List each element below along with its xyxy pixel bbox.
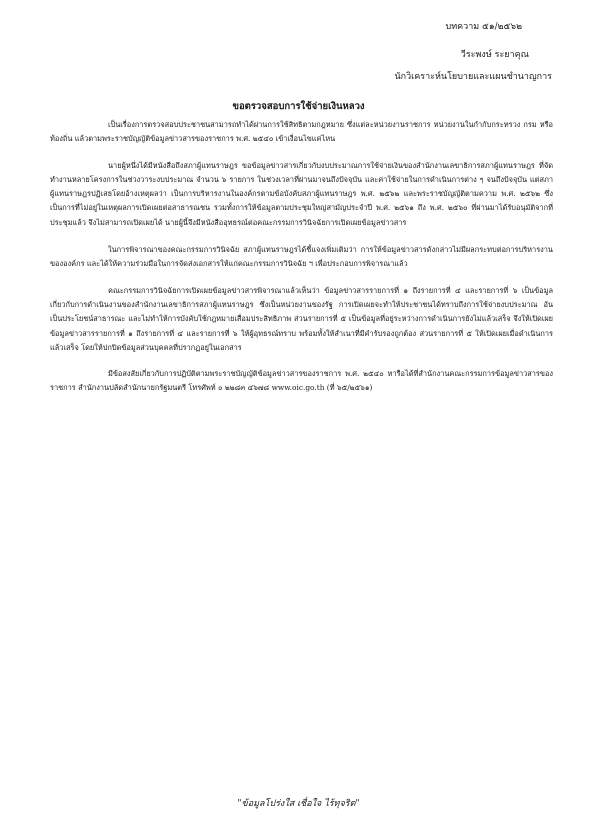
paragraph-ruling: คณะกรรมการวินิจฉัยการเปิดเผยข้อมูลข่าวสารพิจารณาแล้วเห็นว่า ข้อมูลข่าวสารรายการที่ ๑ ถึงรายการที่ ๔ และรายการที่ ๖ เป็นข้อมูลเกี่ยวกับการดำเนินงานของสำนักงานเลขาธิการสภาผู้แทนราษฎร ซึ่งเป็นหน่วยงานของรัฐ การเปิดเผยจะทำให้ประชาชนได้ทราบถึงการใช้จ่ายงบประมาณ อันเป็นประโยชน์สาธารณะ และไม่ทำให้การบังคับใช้กฎหมายเสื่อมประสิทธิภาพ ส่วนรายการที่ ๕ เป็นข้อมูลที่อยู่ระหว่างการดำเนินการยังไม่แล้วเสร็จ จึงให้เปิดเผยข้อมูลข่าวสารรายการที่ ๑ ถึงรายการที่ ๔ และรายการที่ ๖ ให้ผู้อุทธรณ์ทราบ พร้อมทั้งให้สำเนาที่มีคำรับรองถูกต้อง ส่วนรายการที่ ๕ ให้เปิดเผยเมื่อดำเนินการแล้วเสร็จ โดยให้ปกปิดข้อมูลส่วนบุคคลที่ปรากฏอยู่ในเอกสาร bbox=[50, 285, 553, 352]
paragraph-intro: เป็นเรื่องการตรวจสอบประชาชนสามารถทำได้ผ่านการใช้สิทธิตามกฎหมาย ซึ่งแต่ละหน่วยงานราชการ หน่วยงานในกำกับกระทรวง กรม หรือท้องถิ่น แล้วตามพระราชบัญญัติข้อมูลข่าวสารของราชการ พ.ศ. ๒๕๔๐ เข้าเงื่อนไขแค่ไหน bbox=[50, 120, 553, 144]
slogan: "ข้อมูลโปร่งใส เชื่อใจ ไร้ทุจริต" bbox=[237, 799, 360, 809]
document-body bbox=[50, 118, 553, 408]
paragraph-review: ในการพิจารณาของคณะกรรมการวินิจฉัย สภาผู้แทนราษฎรได้ชี้แจงเพิ่มเติมว่า การให้ข้อมูลข่าวสารดังกล่าวไม่มีผลกระทบต่อการบริหารงานขององค์กร และได้ให้ความร่วมมือในการจัดส่งเอกสารให้แก่คณะกรรมการวินิจฉัย ฯ เพื่อประกอบการพิจารณาแล้ว bbox=[50, 245, 553, 269]
document-title: ขอตรวจสอบการใช้จ่ายเงินหลวง bbox=[232, 101, 365, 112]
author-position: นักวิเคราะห์นโยบายและแผนชำนาญการ bbox=[394, 72, 552, 82]
author-name: วีระพงษ์ ระยาคุณ bbox=[460, 50, 529, 60]
paragraph-case: นายผู้หนึ่งได้มีหนังสือถึงสภาผู้แทนราษฎร ขอข้อมูลข่าวสารเกี่ยวกับงบประมาณการใช้จ่ายเงินของสำนักงานเลขาธิการสภาผู้แทนราษฎร ที่จัดทำงานหลายโครงการในช่วงวาระงบประมาณ จำนวน ๖ รายการ ในช่วงเวลาที่ผ่านมาจนถึงปัจจุบัน และค่าใช้จ่ายในการดำเนินการต่าง ๆ จนถึงปัจจุบัน แต่สภาผู้แทนราษฎรปฏิเสธโดยอ้างเหตุผลว่า เป็นการบริหารงานในองค์กรตามข้อบังคับสภาผู้แทนราษฎร พ.ศ. ๒๕๖๒ และพระราชบัญญัติตามความ พ.ศ. ๒๕๖๒ ซึ่งเป็นการที่ไม่อยู่ในเหตุผลการเปิดเผยต่อสาธารณชน รวมทั้งการให้ข้อมูลตามประชุมใหญ่สามัญประจำปี พ.ศ. ๒๕๖๑ ถึง พ.ศ. ๒๕๖๐ ที่ผ่านมาได้รับอนุมัติจากที่ประชุมแล้ว จึงไม่สามารถเปิดเผยได้ นายผู้นี้จึงมีหนังสืออุทธรณ์ต่อคณะกรรมการวินิจฉัยการเปิดเผยข้อมูลข่าวสาร bbox=[50, 160, 553, 227]
reference-number: บทความ ๕๑/๒๕๖๒ bbox=[445, 22, 522, 32]
paragraph-contact: มีข้อสงสัยเกี่ยวกับการปฏิบัติตามพระราชบัญญัติข้อมูลข่าวสารของราชการ พ.ศ. ๒๕๔๐ หารือได้ที่สำนักงานคณะกรรมการข้อมูลข่าวสารของราชการ สำนักงานปลัดสำนักนายกรัฐมนตรี โทรศัพท์ ๐ ๒๒๘๓ ๔๖๗๘ www.oic.go.th (ที่ ๖๕/๒๕๖๑) bbox=[50, 369, 553, 393]
